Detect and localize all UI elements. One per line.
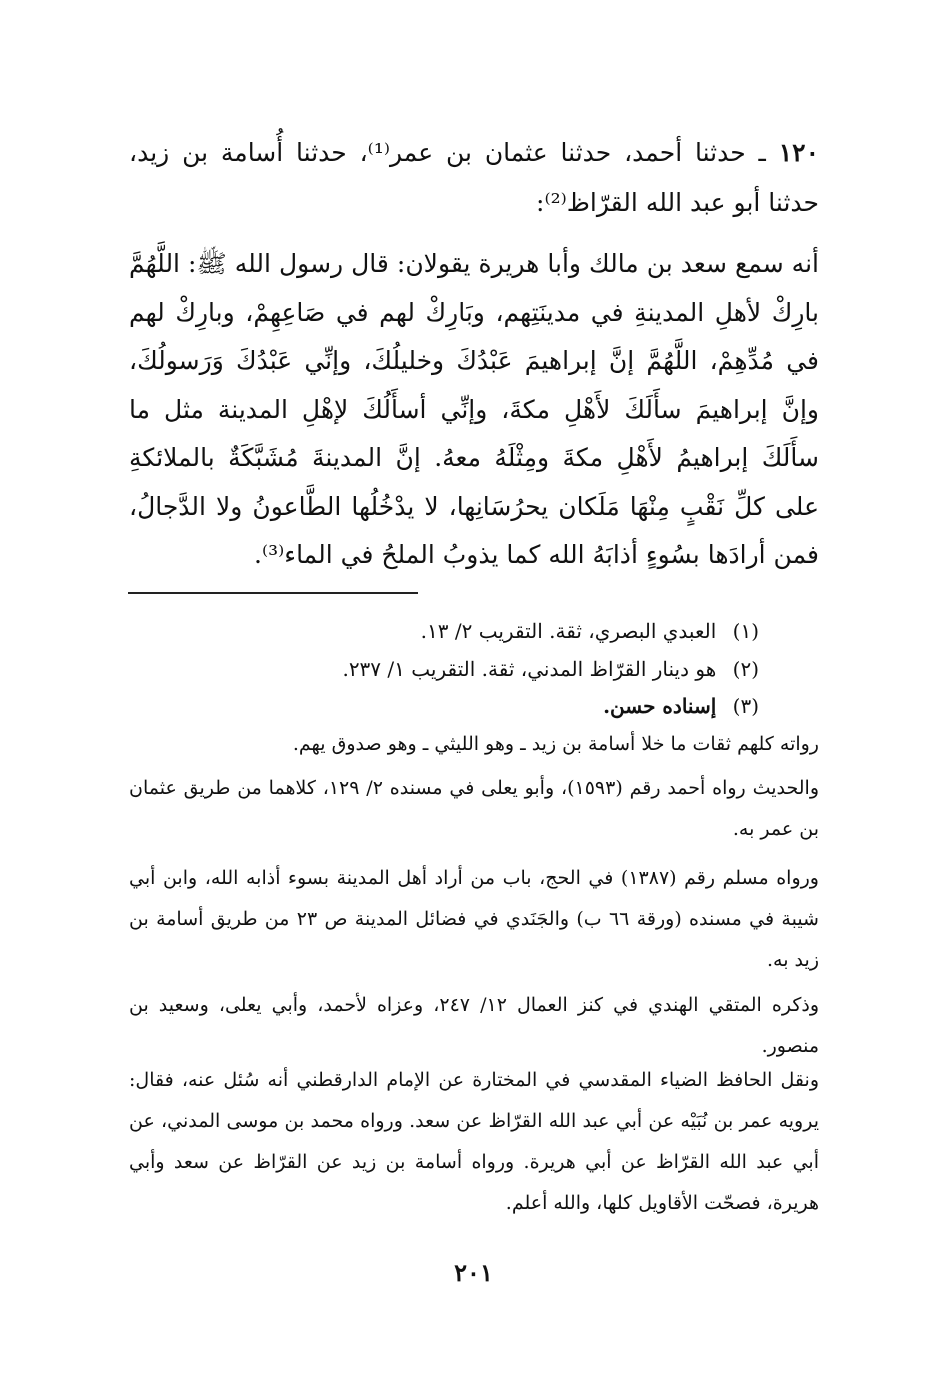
hadith-isnad [129,128,819,228]
footnote-1-text: العبدي البصري، ثقة. التقريب ٢/ ١٣. [420,619,717,643]
footnote-1 [129,613,759,649]
hadith-isnad-text: ـ حدثنا أحمد، حدثنا عثمان بن عمر⁽¹⁾، حدثنا أُسامة بن زيد، حدثنا أبو عبد الله القرّاظ⁽²⁾: [129,138,819,217]
hadith-number: ١٢٠ [778,138,820,167]
footnote-3-number: (٣) [732,694,759,718]
page-number: ٢٠١ [454,1258,493,1287]
takhrij-note-1: رواته كلهم ثقات ما خلا أسامة بن زيد ـ وهو الليثي ـ وهو صدوق يهم. [292,733,819,755]
hadith-matn: أنه سمع سعد بن مالك وأبا هريرة يقولان: قال رسول الله ﷺ: اللَّهُمَّ بارِكْ لأهلِ المدينةِ في مدينَتِهم، وبَارِكْ لهم في صَاعِهِمْ، وبارِكْ لهم في مُدِّهِمْ، اللَّهُمَّ إنَّ إبراهيمَ عَبْدُكَ وخليلُكَ، وإنِّي عَبْدُكَ وَرَسولُكَ، وإنَّ إبراهيمَ سأَلَكَ لأَهْلِ مكةَ، وإنِّي أسأَلُكَ لإهْلِ المدينة مثل ما سأَلَكَ إبراهيمُ لأَهْلِ مكةَ ومِثْلَهُ معهُ. إنَّ المدينةَ مُشَبَّكَةٌ بالملائكةِ على كلِّ نَقْبٍ مِنْهَا مَلَكان يحرُسَانِها، لا يدْخُلُها الطَّاعونُ ولا الدَّجالُ، فمن أرادَها بسُوءٍ أذابَهُ الله كما يذوبُ الملحُ في الماء⁽³⁾. [129,249,819,569]
footnote-2 [129,651,759,687]
footnote-1-number: (١) [732,619,759,643]
takhrij-note-4: وذكره المتقي الهندي في كنز العمال ١٢/ ٢٤٧، وعزاه لأحمد، وأبي يعلى، وسعيد بن منصور. [129,994,819,1057]
footnote-2-number: (٢) [732,657,759,681]
footnote-3-text: إسناده حسن. [603,694,717,718]
footnote-separator [128,592,418,594]
footnote-3 [129,688,759,724]
footnote-2-text: هو دينار القرّاظ المدني، ثقة. التقريب ١/ ٢٣٧. [342,657,717,681]
takhrij-note-5: ونقل الحافظ الضياء المقدسي في المختارة عن الإمام الدارقطني أنه سُئل عنه، فقال: يرويه عمر بن نُبَيْه عن أبي عبد الله القرّاظ عن سعد. ورواه محمد بن موسى المدني، عن أبي عبد الله القرّاظ عن أبي هريرة. ورواه أسامة بن زيد عن القرّاظ عن سعد وأبي هريرة، فصحّت الأقاويل كلها، والله أعلم. [129,1069,819,1214]
takhrij-note-2: والحديث رواه أحمد رقم (١٥٩٣)، وأبو يعلى في مسنده ٢/ ١٢٩، كلاهما من طريق عثمان بن عمر به. [129,777,819,840]
takhrij-note-3: ورواه مسلم رقم (١٣٨٧) في الحج، باب من أراد أهل المدينة بسوء أذابه الله، وابن أبي شيبة في مسنده (ورقة ٦٦ ب) والجَنَدي في فضائل المدينة ص ٢٣ من طريق أسامة بن زيد به. [129,867,819,971]
